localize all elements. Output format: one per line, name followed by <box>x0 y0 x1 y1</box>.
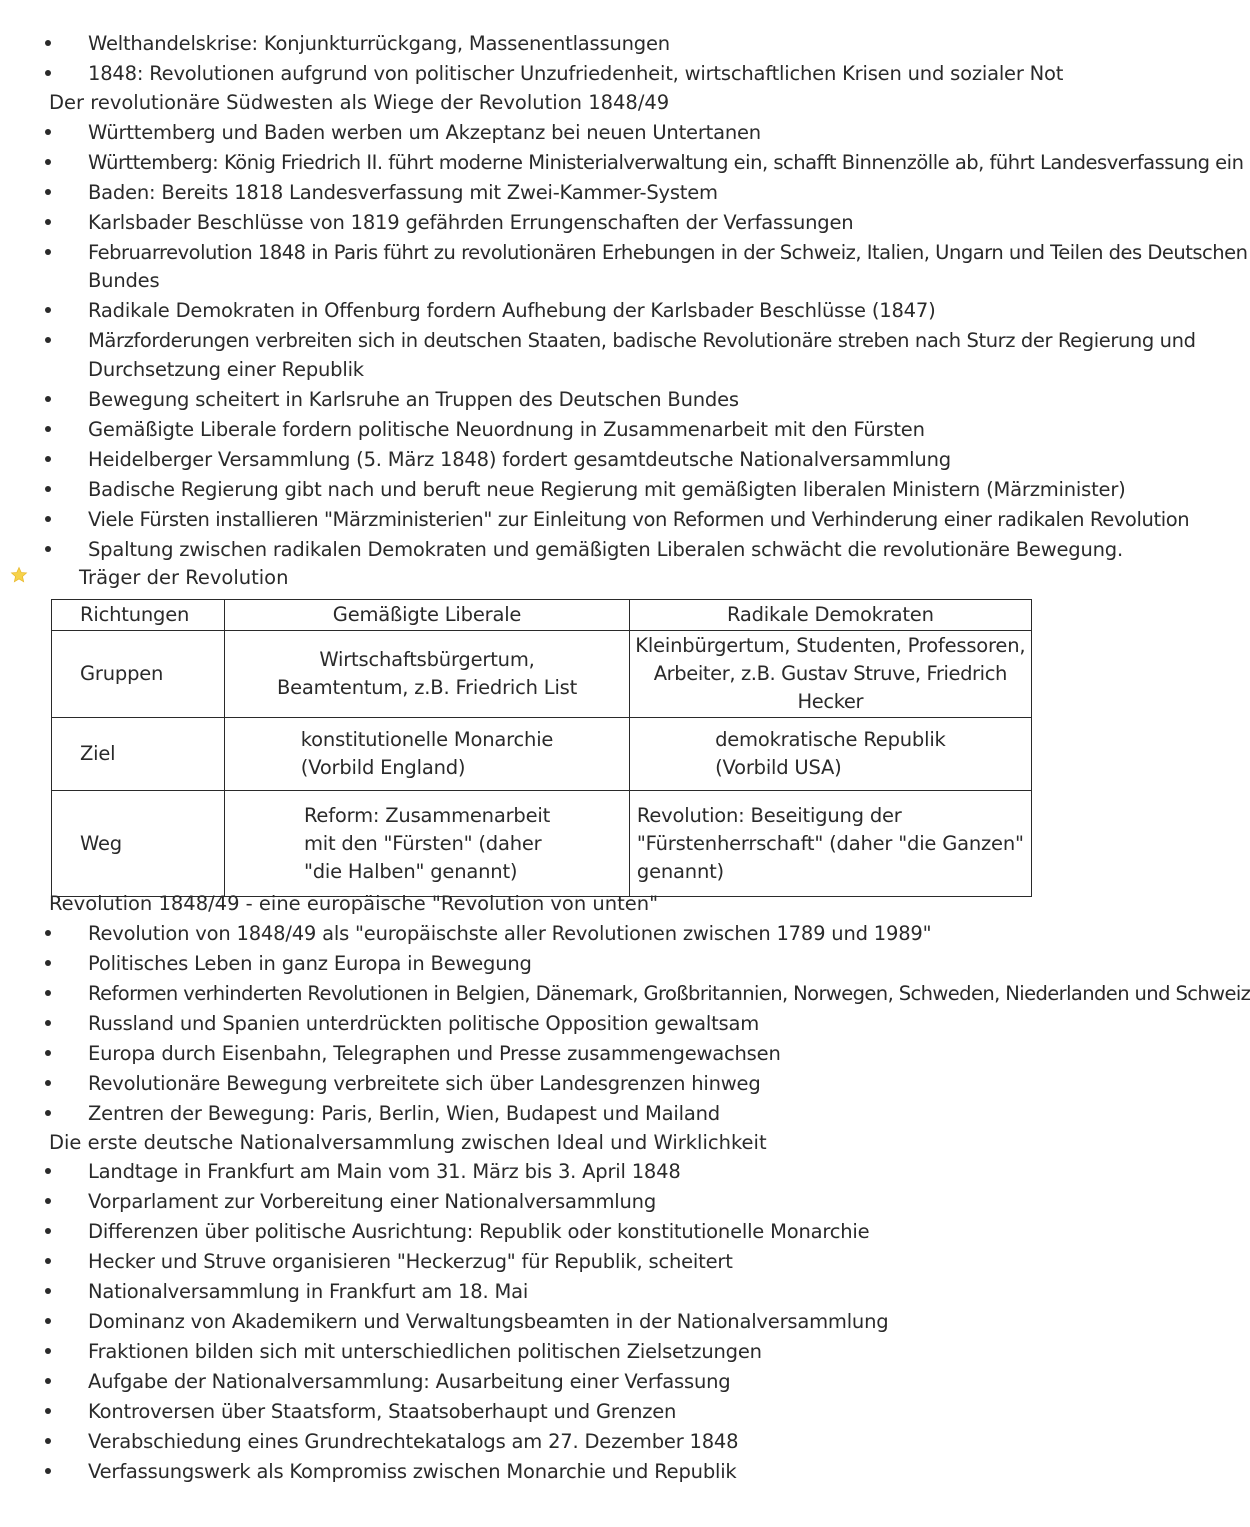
table-header-cell: Gemäßigte Liberale <box>225 600 629 631</box>
bullet-icon <box>43 296 53 306</box>
bullet-icon <box>43 1337 53 1347</box>
table-cell: demokratische Republik (Vorbild USA) <box>629 718 1031 791</box>
bullet-icon <box>43 535 53 545</box>
bullet-icon <box>43 979 53 989</box>
section-heading-nationalversammlung: Die erste deutsche Nationalversammlung zwischen Ideal und Wirklichkeit <box>47 1128 771 1158</box>
row-label: Weg <box>52 791 225 897</box>
bullet-icon <box>43 148 53 158</box>
bullet-icon <box>43 1187 53 1197</box>
bullet-icon <box>43 178 53 188</box>
bullet-icon <box>43 919 53 929</box>
bullet-icon <box>43 1367 53 1377</box>
table-cell: Reform: Zusammenarbeit mit den "Fürsten" (daher "die Halben" genannt) <box>225 791 629 897</box>
section-heading-revolution-von-unten: Revolution 1848/49 - eine europäische "Revolution von unten" <box>47 889 662 919</box>
row-label: Gruppen <box>52 631 225 718</box>
table-cell: konstitutionelle Monarchie (Vorbild England) <box>225 718 629 791</box>
bullet-icon <box>43 1247 53 1257</box>
bullet-icon <box>43 208 53 218</box>
bullet-icon <box>43 29 53 39</box>
row-label: Ziel <box>52 718 225 791</box>
bullet-icon <box>43 238 53 248</box>
table-row <box>52 791 1032 897</box>
bullet-icon <box>43 475 53 485</box>
bullet-icon <box>43 59 53 69</box>
bullet-icon <box>43 445 53 455</box>
table-title: Träger der Revolution <box>77 563 292 593</box>
table-cell: Kleinbürgertum, Studenten, Professoren, Arbeiter, z.B. Gustav Struve, Friedrich Hecker <box>629 631 1031 718</box>
table-row <box>52 631 1032 718</box>
bullet-icon <box>43 1217 53 1227</box>
table-header-cell: Radikale Demokraten <box>629 600 1031 631</box>
bullet-icon <box>43 385 53 395</box>
bullet-icon <box>43 1069 53 1079</box>
bullet-icon <box>43 326 53 336</box>
bullet-icon <box>43 505 53 515</box>
table-cell: Revolution: Beseitigung der "Fürstenherrschaft" (daher "die Ganzen" genannt) <box>629 791 1031 897</box>
table-cell: Wirtschaftsbürgertum, Beamtentum, z.B. Friedrich List <box>225 631 629 718</box>
bullet-icon <box>43 1277 53 1287</box>
bullet-icon <box>43 1009 53 1019</box>
section-heading-suedwesten: Der revolutionäre Südwesten als Wiege der Revolution 1848/49 <box>47 88 673 118</box>
trager-table <box>51 599 1032 897</box>
table-row <box>52 718 1032 791</box>
table-header-row <box>52 600 1032 631</box>
bullet-icon <box>43 415 53 425</box>
table-header-cell: Richtungen <box>52 600 225 631</box>
notes-page: Welthandelskrise: Konjunkturrückgang, Massenentlassungen 1848: Revolutionen aufgrund von politischer Unzufriedenheit, wirtschaftlichen Krisen und sozialer Not Der revolutionäre Südwesten als Wiege der Revolution 1848/49 Württemberg und Baden werben um Akzeptanz bei neuen Untertanen Württemberg: König Friedrich II. führt moderne Ministerialverwaltung ein, schafft Binnenzölle ab, führt Landesverfassung ein Baden: Bereits 1818 Landesverfassung mit Zwei-Kammer-System Karlsbader Beschlüsse von 1819 gefährden Errungenschaften der Verfassungen Februarrevolution 1848 in Paris führt zu revolutionären Erhebungen in der Schweiz, Italien, Ungarn und Teilen des Deutschen Bundes Radikale Demokraten in Offenburg fordern Aufhebung der Karlsbader Beschlüsse (1847) Märzforderungen verbreiten sich in deutschen Staaten, badische Revolutionäre streben nach Sturz der Regierung und Durchsetzung einer Republik Bewegung scheitert in Karlsruhe an Truppen des Deutschen Bundes Gemäßigte Liberale fordern politische Neuordnung in Zusammenarbeit mit den Fürsten Heidelberger Versammlung (5. März 1848) fordert gesamtdeutsche Nationalversammlung Badische Regierung gibt nach und beruft neue Regierung mit gemäßigten liberalen Ministern (Märzminister) Viele Fürsten installieren "Märzministerien" zur Einleitung von Reformen und Verhinderung einer radikalen Revolution Spaltung zwischen radikalen Demokraten und gemäßigten Liberalen schwächt die revolutionäre Bewegung. Träger der Revolution Richtungen Gemäßigte Liberale Radikale Demokraten Gruppen Wirtschaftsbürgertum, Beamtentum, z.B. Friedrich List Kleinbürgertum, Studenten, Professoren, Arbeiter, z.B. Gustav Struve, Friedrich Hecker Ziel konstitutionelle Monarchie (Vorbild England) demokratische Republik (Vorbild USA) Weg Reform: Zusammenarbeit mit den "Fürsten" (daher "die Halben" genannt) Revolution: Beseitigung der "Fürstenherrschaft" (daher "die Ganzen" genannt) Revolution 1848/49 - eine europäische "Revolution von unten" Revolution von 1848/49 als "europäischste aller Revolutionen zwischen 1789 und 1989" Politisches Leben in ganz Europa in Bewegung Reformen verhinderten Revolutionen in Belgien, Dänemark, Großbritannien, Norwegen, Schweden, Niederlanden und Schweiz Russland und Spanien unterdrückten politische Opposition gewaltsam Europa durch Eisenbahn, Telegraphen und Presse zusammengewachsen Revolutionäre Bewegung verbreitete sich über Landesgrenzen hinweg Zentren der Bewegung: Paris, Berlin, Wien, Budapest und Mailand Die erste deutsche Nationalversammlung zwischen Ideal und Wirklichkeit Landtage in Frankfurt am Main vom 31. März bis 3. April 1848 Vorparlament zur Vorbereitung einer Nationalversammlung Differenzen über politische Ausrichtung: Republik oder konstitutionelle Monarchie Hecker und Struve organisieren "Heckerzug" für Republik, scheitert Nationalversammlung in Frankfurt am 18. Mai Dominanz von Akademikern und Verwaltungsbeamten in der Nationalversammlung Fraktionen bilden sich mit unterschiedlichen politischen Zielsetzungen Aufgabe der Nationalversammlung: Ausarbeitung einer Verfassung Kontroversen über Staatsform, Staatsoberhaupt und Grenzen Verabschiedung eines Grundrechtekatalogs am 27. Dezember 1848 Verfassungswerk als Kompromiss zwischen Monarchie und Republik <box>0 0 1080 1527</box>
bullet-icon <box>43 1157 53 1167</box>
bullet-icon <box>43 1099 53 1109</box>
bullet-icon <box>43 118 53 128</box>
bullet-icon <box>43 1039 53 1049</box>
bullet-icon <box>43 1397 53 1407</box>
bullet-icon <box>43 949 53 959</box>
bullet-icon <box>43 1307 53 1317</box>
bullet-icon <box>43 1427 53 1437</box>
bullet-icon <box>43 1457 53 1467</box>
star-icon <box>10 566 28 584</box>
